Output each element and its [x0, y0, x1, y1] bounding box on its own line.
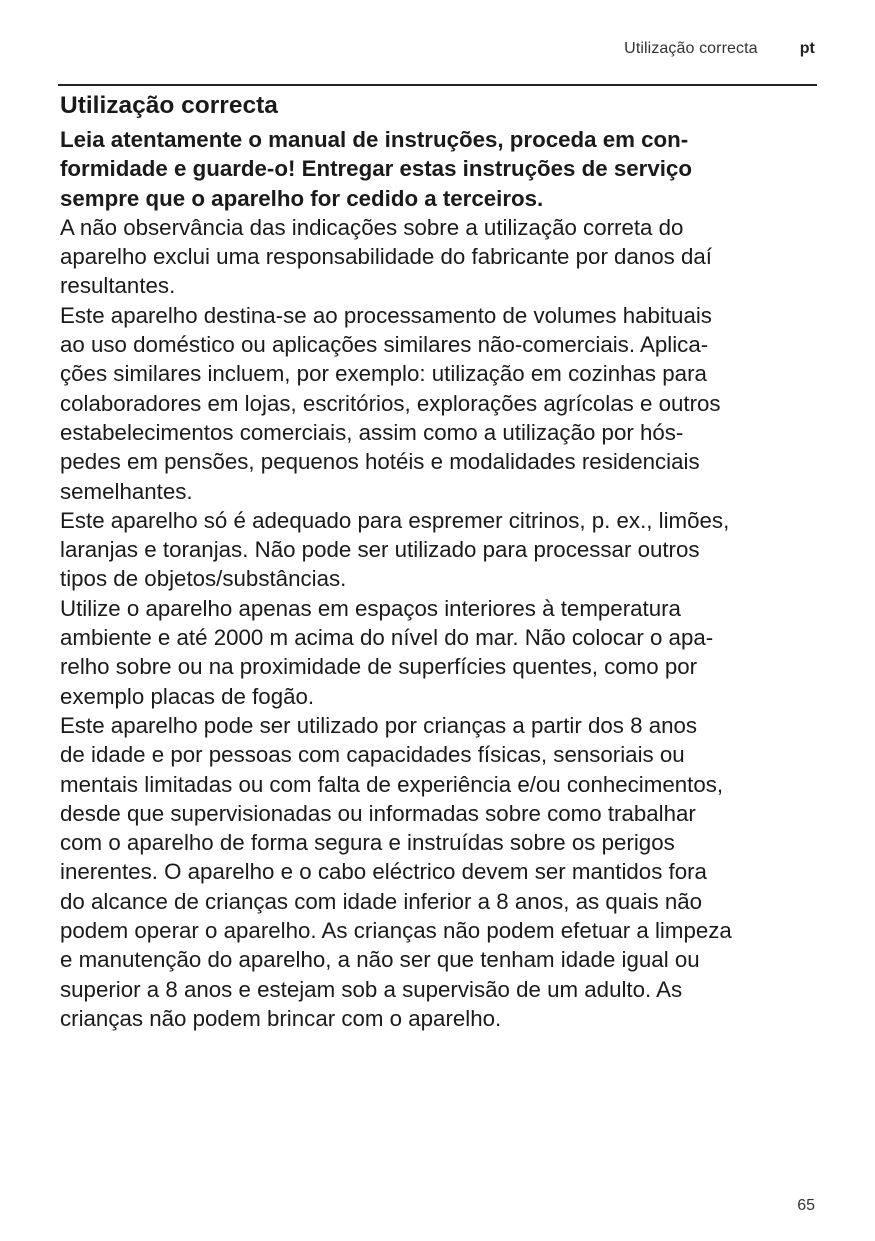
paragraph-line: crianças não podem brincar com o aparelho. [60, 1005, 502, 1031]
paragraph-indoor-use [60, 594, 820, 711]
main-content [60, 90, 820, 1033]
paragraph-line: estabelecimentos comerciais, assim como a utilização por hós- [60, 419, 684, 445]
running-header [624, 40, 815, 58]
paragraph-line: e manutenção do aparelho, a não ser que tenham idade igual ou [60, 947, 700, 973]
paragraph-line: com o aparelho de forma segura e instruídas sobre os perigos [60, 830, 675, 856]
paragraph-line: Este aparelho pode ser utilizado por crianças a partir dos 8 anos [60, 712, 698, 738]
paragraph-line: semelhantes. [60, 478, 193, 504]
paragraph-intended-use [60, 301, 820, 506]
paragraph-line: resultantes. [60, 273, 176, 299]
paragraph-line: ambiente e até 2000 m acima do nível do mar. Não colocar o apa- [60, 625, 714, 651]
header-section-title: Utilização correcta [624, 40, 758, 57]
paragraph-line: Este aparelho destina-se ao processamento de volumes habituais [60, 302, 712, 328]
paragraph-line: de idade e por pessoas com capacidades físicas, sensoriais ou [60, 742, 685, 768]
paragraph-line: ao uso doméstico ou aplicações similares não-comerciais. Aplica- [60, 332, 709, 358]
paragraph-line: relho sobre ou na proximidade de superfícies quentes, como por [60, 654, 698, 680]
paragraph-children-safety [60, 711, 820, 1033]
lead-line: Leia atentamente o manual de instruções, proceda em con- [60, 127, 689, 152]
page-number: 65 [797, 1197, 815, 1214]
paragraph-liability [60, 213, 820, 301]
lead-line: formidade e guarde-o! Entregar estas instruções de serviço [60, 156, 692, 182]
paragraph-line: desde que supervisionadas ou informadas sobre como trabalhar [60, 800, 696, 826]
paragraph-line: superior a 8 anos e estejam sob a supervisão de um adulto. As [60, 976, 683, 1002]
lead-line: sempre que o aparelho for cedido a terceiros. [60, 185, 544, 211]
paragraph-line: colaboradores em lojas, escritórios, explorações agrícolas e outros [60, 390, 721, 416]
paragraph-line: ções similares incluem, por exemplo: utilização em cozinhas para [60, 361, 707, 387]
paragraph-citrus-only [60, 506, 820, 594]
paragraph-line: Utilize o aparelho apenas em espaços interiores à temperatura [60, 595, 681, 621]
paragraph-line: do alcance de crianças com idade inferior a 8 anos, as quais não [60, 888, 703, 914]
paragraph-line: inerentes. O aparelho e o cabo eléctrico devem ser mantidos fora [60, 859, 707, 885]
lead-warning [60, 125, 820, 213]
paragraph-line: mentais limitadas ou com falta de experiência e/ou conhecimentos, [60, 771, 724, 797]
page-title: Utilização correcta [60, 92, 278, 119]
paragraph-line: pedes em pensões, pequenos hotéis e modalidades residenciais [60, 449, 700, 475]
paragraph-line: A não observância das indicações sobre a utilização correta do [60, 214, 684, 240]
paragraph-line: aparelho exclui uma responsabilidade do fabricante por danos daí [60, 244, 712, 270]
paragraph-line: laranjas e toranjas. Não pode ser utilizado para processar outros [60, 537, 700, 563]
paragraph-line: tipos de objetos/substâncias. [60, 566, 347, 592]
header-language-code: pt [799, 40, 815, 57]
paragraph-line: podem operar o aparelho. As crianças não podem efetuar a limpeza [60, 918, 732, 944]
header-divider [58, 84, 817, 86]
paragraph-line: Este aparelho só é adequado para espremer citrinos, p. ex., limões, [60, 507, 730, 533]
paragraph-line: exemplo placas de fogão. [60, 683, 315, 709]
